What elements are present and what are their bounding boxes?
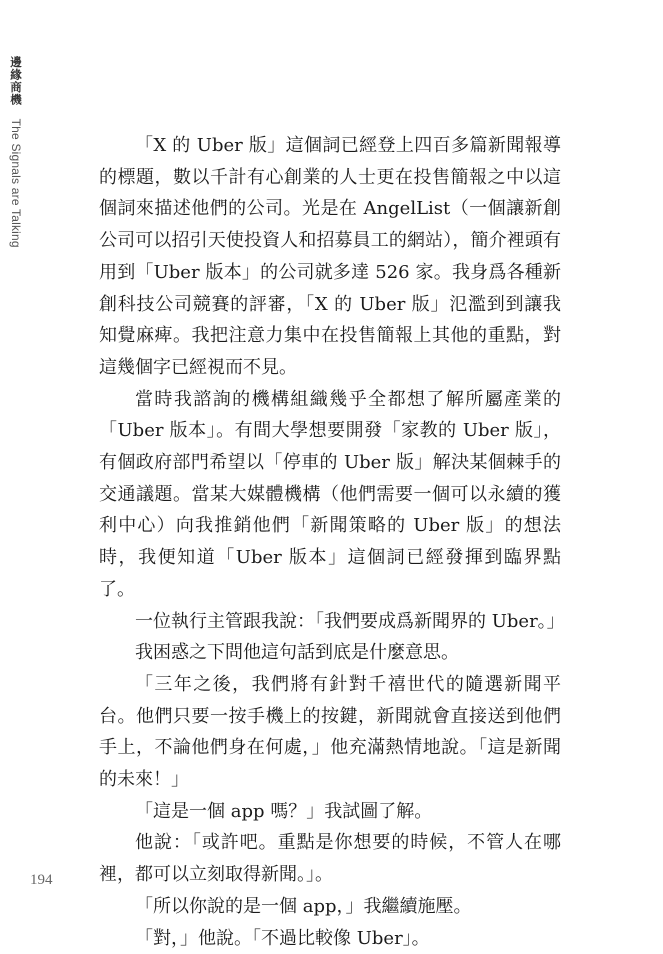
- book-title-english: The Signals are Talking: [9, 118, 23, 248]
- paragraph: 我困惑之下問他這句話到底是什麼意思。: [135, 642, 459, 664]
- paragraph: 「三年之後，我們將有針對千禧世代的隨選新聞平台。他們只要一按手機上的按鍵，新聞就會直接送到他們手上，不論他們身在何處，」他充滿熱情地說。「這是新聞的未來！」: [99, 673, 561, 791]
- page-number: 194: [30, 872, 53, 888]
- paragraph: 「X 的 Uber 版」這個詞已經登上四百多篇新聞報導的標題，數以千計有心創業的人士更在投售簡報之中以這個詞來描述他們的公司。光是在 AngelList（一個讓新創公司可以招引天使投資人和招募員工的網站），簡介裡頭有用到「Uber 版本」的公司就多達 526 家。我身爲各種新創科技公司競賽的評審，「X 的 Uber 版」氾濫到到讓我知覺麻痺。我把注意力集中在投售簡報上其他的重點，對這幾個字已經視而不見。: [99, 135, 561, 378]
- paragraph: 「這是一個 app 嗎？」我試圖了解。: [135, 800, 433, 822]
- paragraph: 「對，」他說。「不過比較像 Uber」。: [135, 927, 430, 949]
- paragraph: 當時我諮詢的機構組織幾乎全都想了解所屬產業的「Uber 版本」。有間大學想要開發「家教的 Uber 版」，有個政府部門希望以「停車的 Uber 版」解決某個棘手的交通議題。當某大媒體機構（他們需要一個可以永續的獲利中心）向我推銷他們「新聞策略的 Uber 版」的想法時，我便知道「Uber 版本」這個詞已經發揮到臨界點了。: [99, 388, 561, 600]
- body-text: [99, 130, 565, 954]
- paragraph: 「所以你說的是一個 app，」我繼續施壓。: [135, 895, 472, 917]
- paragraph: 他說：「或許吧。重點是你想要的時候，不管人在哪裡，都可以立刻取得新聞。」。: [99, 832, 561, 886]
- running-head: [8, 56, 24, 248]
- paragraph: 一位執行主管跟我說：「我們要成爲新聞界的 Uber。」: [135, 610, 565, 632]
- book-title-chinese: 邊緣商機: [9, 56, 23, 106]
